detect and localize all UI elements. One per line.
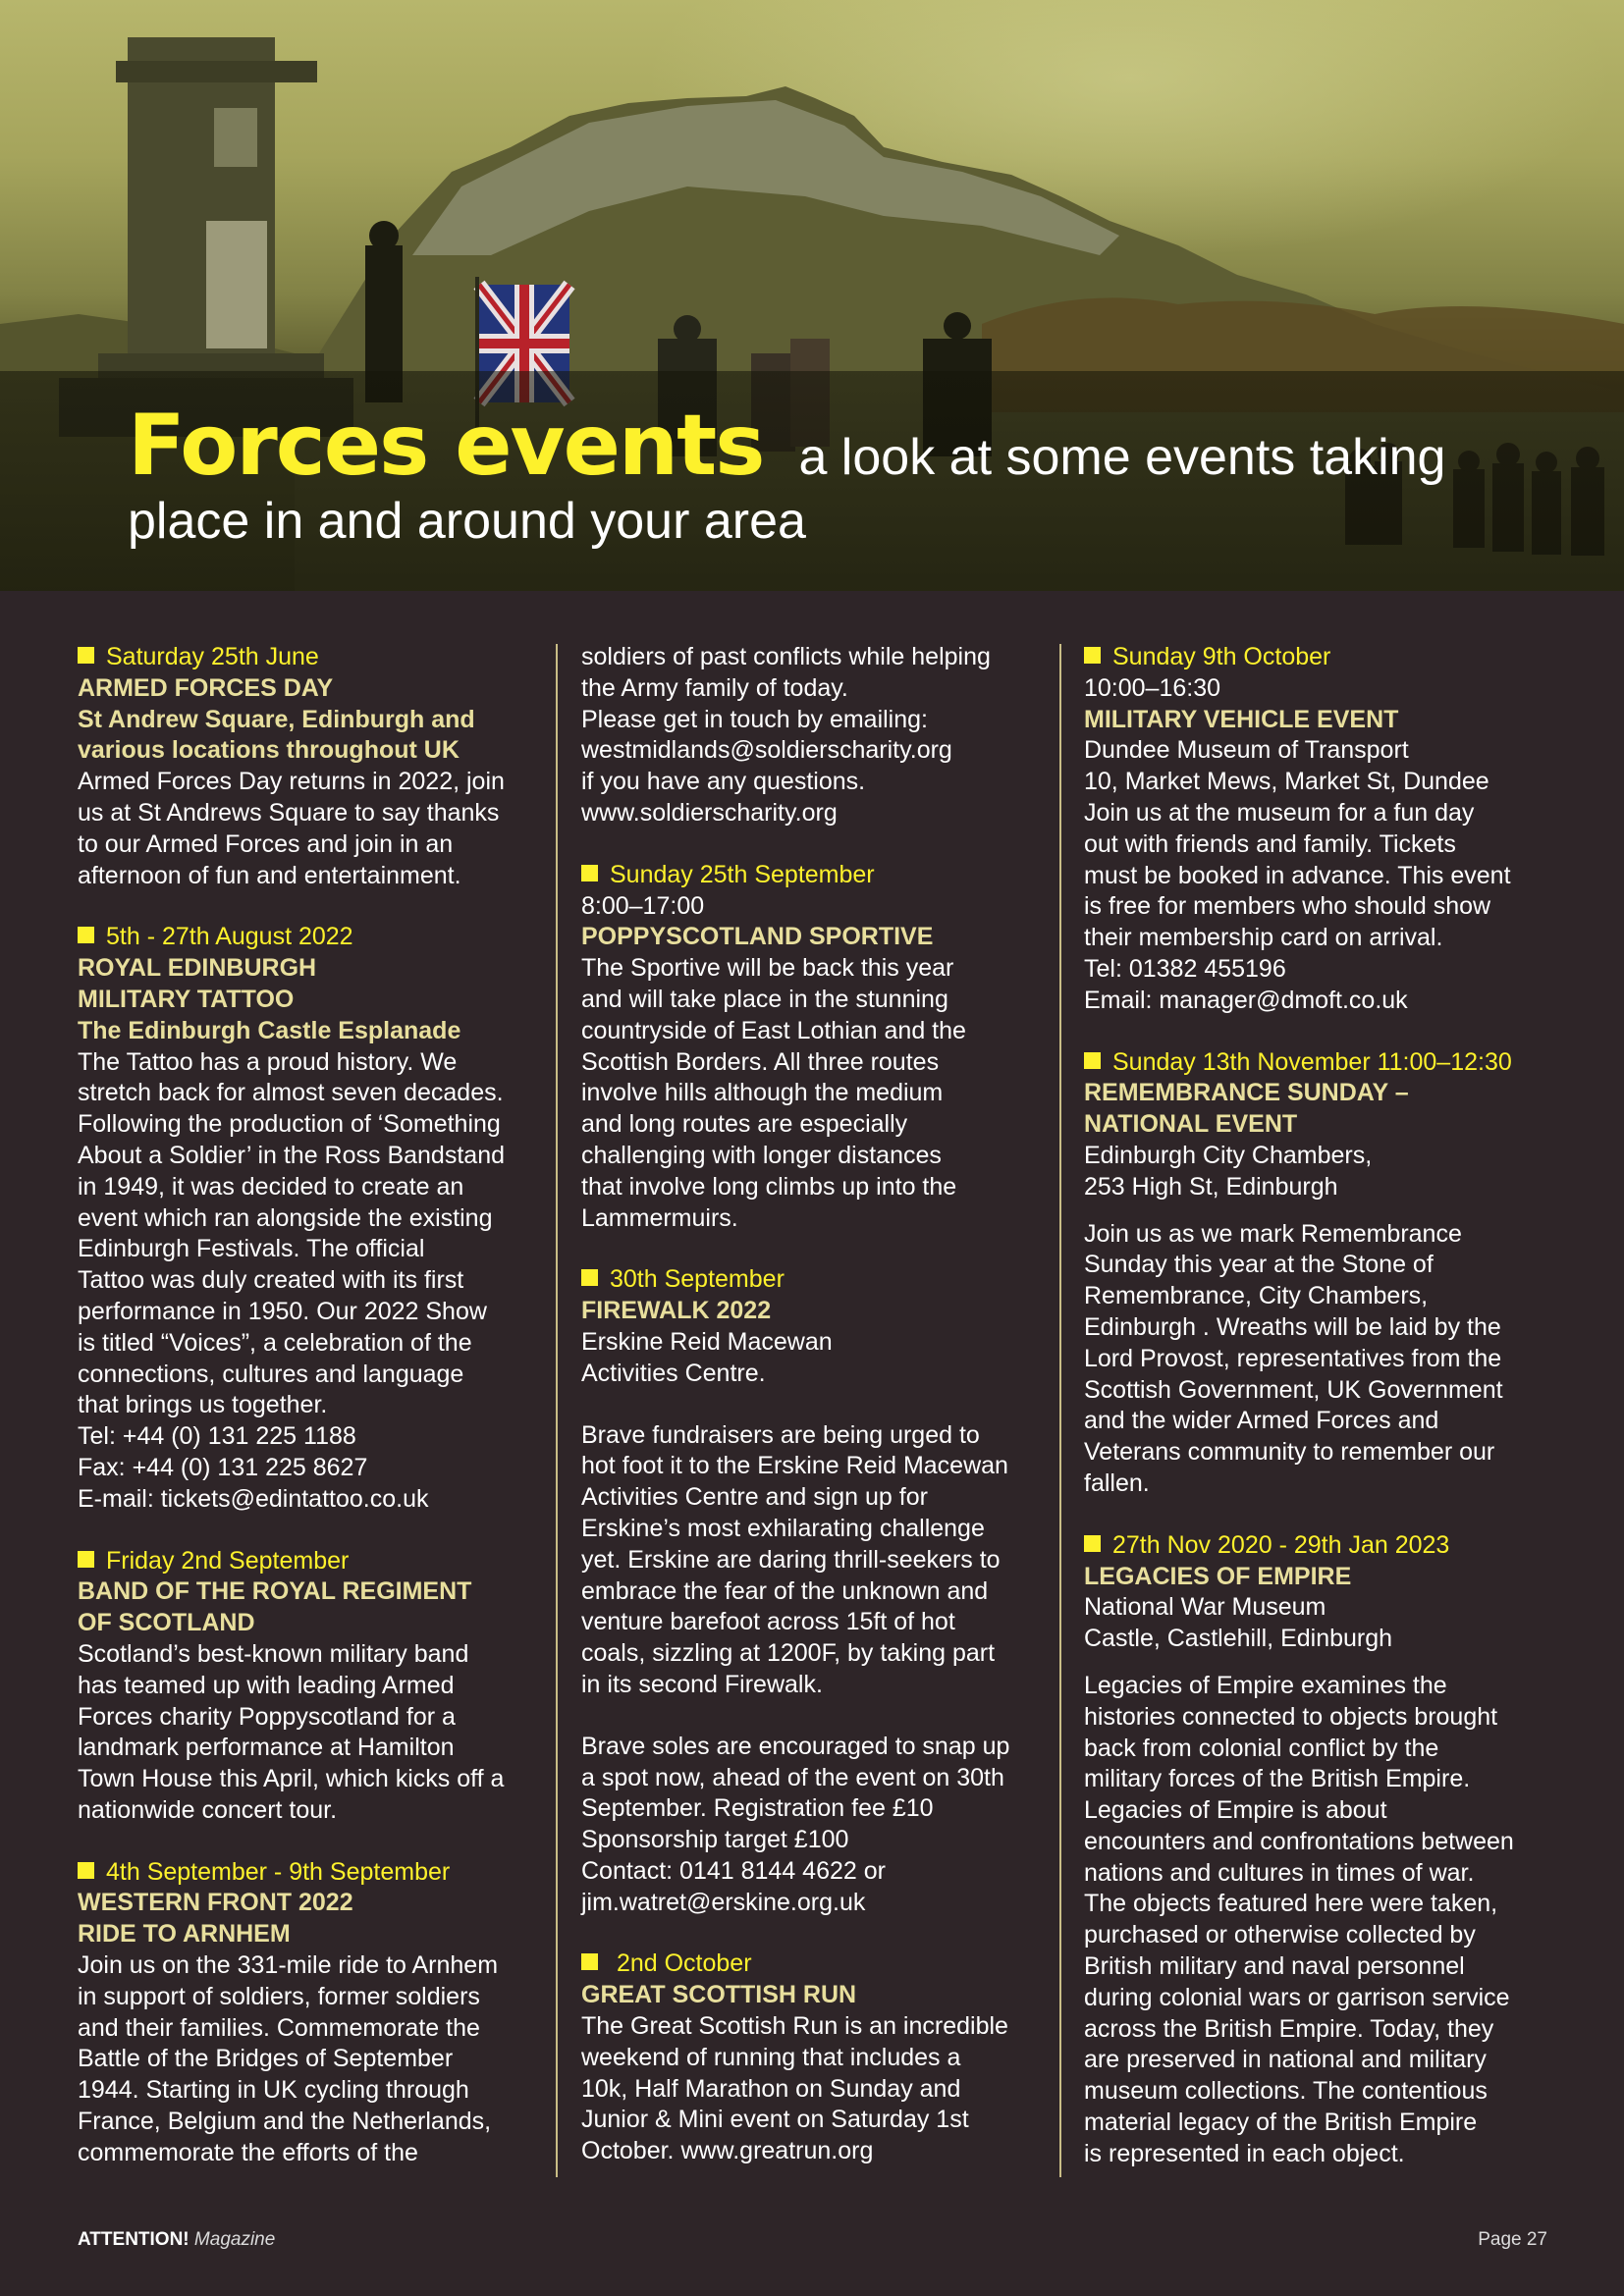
hero-photo — [0, 0, 1624, 591]
event-body-line: fallen. — [1084, 1468, 1150, 1497]
event-title: FIREWALK 2022 — [581, 1297, 772, 1325]
event-body-line: is represented in each object. — [1084, 2139, 1405, 2167]
event-body-line: back from colonial conflict by the — [1084, 1734, 1439, 1762]
event-legacies-of-empire — [1084, 1530, 1553, 2170]
event-body-line: a spot now, ahead of the event on 30th — [581, 1763, 1004, 1791]
event-fax: Fax: +44 (0) 131 225 8627 — [78, 1453, 368, 1481]
event-body-line: Legacies of Empire is about — [1084, 1796, 1387, 1825]
event-body-line: Scotland’s best-known military band — [78, 1639, 469, 1668]
event-body-line: Following the production of ‘Something — [78, 1110, 501, 1139]
event-body-line: afternoon of fun and entertainment. — [78, 861, 461, 889]
event-body-line: The Great Scottish Run is an incredible — [581, 2012, 1008, 2041]
event-time: 10:00–16:30 — [1084, 673, 1221, 702]
event-royal-regiment-band — [78, 1546, 547, 1827]
bullet-square-icon — [78, 1862, 94, 1879]
bullet-square-icon — [581, 1269, 598, 1286]
bullet-square-icon — [78, 647, 94, 664]
event-poppyscotland-sportive — [581, 860, 1051, 1235]
event-title: MILITARY VEHICLE EVENT — [1084, 705, 1399, 733]
footer-brand-suffix: Magazine — [193, 2229, 276, 2250]
event-phone: Tel: 01382 455196 — [1084, 954, 1286, 983]
event-body-line: that involve long climbs up into the — [581, 1172, 957, 1201]
event-body-line: Veterans community to remember our — [1084, 1438, 1495, 1467]
page-title: Forces events — [128, 397, 764, 495]
event-title: ARMED FORCES DAY — [78, 673, 334, 702]
event-body-line: Join us as we mark Remembrance — [1084, 1219, 1462, 1248]
event-date: Friday 2nd September — [78, 1546, 547, 1577]
event-phone: Tel: +44 (0) 131 225 1188 — [78, 1422, 356, 1451]
event-body-line: out with friends and family. Tickets — [1084, 829, 1456, 858]
event-body-line: The Sportive will be back this year — [581, 954, 954, 983]
event-body-line: stretch back for almost seven decades. — [78, 1079, 504, 1107]
event-title: ROYAL EDINBURGH — [78, 954, 317, 983]
event-location: Erskine Reid Macewan — [581, 1327, 833, 1356]
event-body-line: their membership card on arrival. — [1084, 924, 1443, 952]
event-date: 30th September — [581, 1264, 1051, 1296]
event-body-line: material legacy of the British Empire — [1084, 2109, 1478, 2137]
bullet-square-icon — [1084, 1535, 1101, 1552]
event-body-line: us at St Andrews Square to say thanks — [78, 798, 500, 827]
event-body-line: purchased or otherwise collected by — [1084, 1921, 1476, 1949]
event-body-line: Town House this April, which kicks off a — [78, 1765, 505, 1793]
event-body-line: and their families. Commemorate the — [78, 2013, 480, 2042]
event-location: various locations throughout UK — [78, 736, 460, 765]
event-date: 4th September - 9th September — [78, 1857, 547, 1889]
event-body-line: Erskine’s most exhilarating challenge — [581, 1514, 985, 1542]
event-body-line: countryside of East Lothian and the — [581, 1016, 966, 1044]
column-divider — [556, 644, 558, 2177]
event-body-line: challenging with longer distances — [581, 1141, 942, 1169]
event-military-vehicle — [1084, 642, 1553, 1017]
event-body-line: has teamed up with leading Armed — [78, 1671, 455, 1699]
event-body-line: in support of soldiers, former soldiers — [78, 1982, 480, 2010]
event-body-line: that brings us together. — [78, 1391, 328, 1419]
event-body-line: to our Armed Forces and join in an — [78, 829, 454, 858]
page-number: Page 27 — [1478, 2229, 1547, 2250]
event-body-line: during colonial wars or garrison service — [1084, 1983, 1510, 2011]
event-body-line: Scottish Government, UK Government — [1084, 1375, 1503, 1404]
event-remembrance-sunday — [1084, 1047, 1553, 1500]
event-body-line: Please get in touch by emailing: — [581, 705, 928, 733]
bullet-square-icon — [1084, 1052, 1101, 1069]
event-date: Sunday 25th September — [581, 860, 1051, 891]
event-body-line: encounters and confrontations between — [1084, 1827, 1514, 1855]
event-body-line: October. www.greatrun.org — [581, 2137, 874, 2165]
event-body-line: connections, cultures and language — [78, 1360, 464, 1388]
event-body-line: Edinburgh . Wreaths will be laid by the — [1084, 1312, 1501, 1341]
event-body-line: if you have any questions. — [581, 768, 866, 796]
event-body-line: Forces charity Poppyscotland for a — [78, 1702, 456, 1731]
column-1 — [78, 642, 547, 2200]
event-body-line: Junior & Mini event on Saturday 1st — [581, 2106, 969, 2134]
column-2 — [581, 642, 1051, 2198]
bullet-square-icon — [581, 1953, 598, 1970]
page-title-block — [128, 398, 1522, 551]
event-body-line: Lord Provost, representatives from the — [1084, 1344, 1502, 1372]
event-great-scottish-run — [581, 1949, 1051, 2167]
event-body-line: the Army family of today. — [581, 673, 848, 702]
event-body-line: Sunday this year at the Stone of — [1084, 1251, 1434, 1279]
event-body-line: and the wider Armed Forces and — [1084, 1407, 1439, 1435]
column-3 — [1084, 642, 1553, 2201]
event-body-line: venture barefoot across 15ft of hot — [581, 1608, 955, 1636]
event-body-line: The objects featured here were taken, — [1084, 1890, 1498, 1918]
event-date: 27th Nov 2020 - 29th Jan 2023 — [1084, 1530, 1553, 1562]
event-body-line: Sponsorship target £100 — [581, 1826, 849, 1854]
event-title: POPPYSCOTLAND SPORTIVE — [581, 923, 934, 951]
event-military-tattoo — [78, 922, 547, 1515]
event-body-line: embrace the fear of the unknown and — [581, 1576, 989, 1605]
event-body-line: Legacies of Empire examines the — [1084, 1671, 1447, 1699]
event-body-line: Join us at the museum for a fun day — [1084, 798, 1475, 827]
event-email: Email: manager@dmoft.co.uk — [1084, 986, 1408, 1014]
event-body-line: is free for members who should show — [1084, 892, 1491, 921]
event-email: westmidlands@soldierscharity.org — [581, 736, 952, 765]
event-body-line: Brave fundraisers are being urged to — [581, 1420, 980, 1449]
event-body-line: and will take place in the stunning — [581, 985, 948, 1013]
event-title: OF SCOTLAND — [78, 1609, 255, 1637]
event-title: REMEMBRANCE SUNDAY – — [1084, 1079, 1409, 1107]
event-body-line: in its second Firewalk. — [581, 1670, 823, 1698]
event-title: RIDE TO ARNHEM — [78, 1920, 291, 1949]
event-date: Sunday 13th November 11:00–12:30 — [1084, 1047, 1553, 1079]
event-location: National War Museum — [1084, 1593, 1326, 1622]
event-body-line: France, Belgium and the Netherlands, — [78, 2108, 492, 2136]
event-body-line: coals, sizzling at 1200F, by taking part — [581, 1639, 996, 1668]
column-divider — [1059, 644, 1061, 2177]
event-body-line: Scottish Borders. All three routes — [581, 1047, 940, 1076]
event-date: 5th - 27th August 2022 — [78, 922, 547, 953]
event-body-line: Tattoo was duly created with its first — [78, 1266, 464, 1295]
event-body-line: is titled “Voices”, a celebration of the — [78, 1328, 472, 1357]
event-body-line: across the British Empire. Today, they — [1084, 2014, 1494, 2043]
event-body-line: performance in 1950. Our 2022 Show — [78, 1297, 487, 1325]
event-title: WESTERN FRONT 2022 — [78, 1889, 353, 1917]
event-body-line: nations and cultures in times of war. — [1084, 1858, 1475, 1887]
event-body-line: involve hills although the medium — [581, 1079, 944, 1107]
event-body-line: and long routes are especially — [581, 1110, 908, 1139]
event-date: Sunday 9th October — [1084, 642, 1553, 673]
event-time: 8:00–17:00 — [581, 891, 705, 920]
event-body-line: 10k, Half Marathon on Sunday and — [581, 2074, 961, 2103]
event-body-line: are preserved in national and military — [1084, 2046, 1487, 2074]
event-date: Saturday 25th June — [78, 642, 547, 673]
event-body-line: Lammermuirs. — [581, 1203, 738, 1232]
event-website: www.soldierscharity.org — [581, 798, 838, 827]
event-location: Edinburgh City Chambers, — [1084, 1141, 1373, 1169]
event-location: St Andrew Square, Edinburgh and — [78, 705, 475, 733]
event-body-line: Join us on the 331-mile ride to Arnhem — [78, 1951, 499, 1980]
event-body-line: About a Soldier’ in the Ross Bandstand — [78, 1141, 505, 1169]
event-body-line: museum collections. The contentious — [1084, 2077, 1488, 2106]
event-title: BAND OF THE ROYAL REGIMENT — [78, 1577, 472, 1606]
memorial-plaque — [206, 221, 267, 348]
event-location: The Edinburgh Castle Esplanade — [78, 1016, 461, 1044]
event-location: 253 High St, Edinburgh — [1084, 1172, 1338, 1201]
footer-brand — [78, 2229, 275, 2251]
bullet-square-icon — [78, 1551, 94, 1568]
bullet-square-icon — [78, 927, 94, 943]
event-body-line: 1944. Starting in UK cycling through — [78, 2076, 469, 2105]
event-body-line: military forces of the British Empire. — [1084, 1765, 1471, 1793]
event-body-line: Activities Centre and sign up for — [581, 1483, 928, 1512]
bullet-square-icon — [1084, 647, 1101, 664]
event-body-line: Dundee Museum of Transport — [1084, 736, 1409, 765]
event-body-line: The Tattoo has a proud history. We — [78, 1047, 458, 1076]
footer-brand-name: ATTENTION! — [78, 2229, 189, 2250]
event-firewalk — [581, 1264, 1051, 1918]
event-title: LEGACIES OF EMPIRE — [1084, 1562, 1352, 1590]
page-subtitle-line2: place in and around your area — [128, 492, 806, 550]
event-location: Activities Centre. — [581, 1359, 766, 1387]
event-body-line: 10, Market Mews, Market St, Dundee — [1084, 768, 1489, 796]
event-date: 2nd October — [581, 1949, 1051, 1980]
page-subtitle: a look at some events taking — [798, 429, 1446, 486]
event-body-line: commemorate the efforts of the — [78, 2138, 418, 2166]
event-body-line: September. Registration fee £10 — [581, 1794, 934, 1823]
event-body-line: landmark performance at Hamilton — [78, 1734, 455, 1762]
event-body-line: soldiers of past conflicts while helping — [581, 643, 991, 670]
event-western-front-ride-continued — [581, 642, 1051, 829]
event-body-line: Brave soles are encouraged to snap up — [581, 1732, 1010, 1760]
event-body-line: histories connected to objects brought — [1084, 1702, 1498, 1731]
event-western-front-ride — [78, 1857, 547, 2169]
event-body-line: hot foot it to the Erskine Reid Macewan — [581, 1452, 1008, 1480]
bullet-square-icon — [581, 865, 598, 881]
event-body-line: nationwide concert tour. — [78, 1795, 338, 1824]
event-title: NATIONAL EVENT — [1084, 1110, 1298, 1139]
event-body-line: Edinburgh Festivals. The official — [78, 1235, 425, 1263]
event-body-line: British military and naval personnel — [1084, 1952, 1465, 1981]
event-body-line: Remembrance, City Chambers, — [1084, 1282, 1429, 1310]
event-armed-forces-day — [78, 642, 547, 891]
event-title: MILITARY TATTOO — [78, 985, 295, 1013]
event-body-line: event which ran alongside the existing — [78, 1203, 493, 1232]
event-body-line: yet. Erskine are daring thrill-seekers to — [581, 1545, 1001, 1574]
event-title: GREAT SCOTTISH RUN — [581, 1981, 857, 2009]
event-body-line: weekend of running that includes a — [581, 2043, 961, 2071]
event-email: E-mail: tickets@edintattoo.co.uk — [78, 1484, 429, 1513]
event-body-line: must be booked in advance. This event — [1084, 861, 1511, 889]
event-phone: Contact: 0141 8144 4622 or — [581, 1856, 886, 1885]
event-body-line: Battle of the Bridges of September — [78, 2045, 454, 2073]
event-email: jim.watret@erskine.org.uk — [581, 1888, 866, 1916]
event-body-line: in 1949, it was decided to create an — [78, 1172, 464, 1201]
event-body-line: Armed Forces Day returns in 2022, join — [78, 768, 505, 796]
event-location: Castle, Castlehill, Edinburgh — [1084, 1625, 1393, 1653]
